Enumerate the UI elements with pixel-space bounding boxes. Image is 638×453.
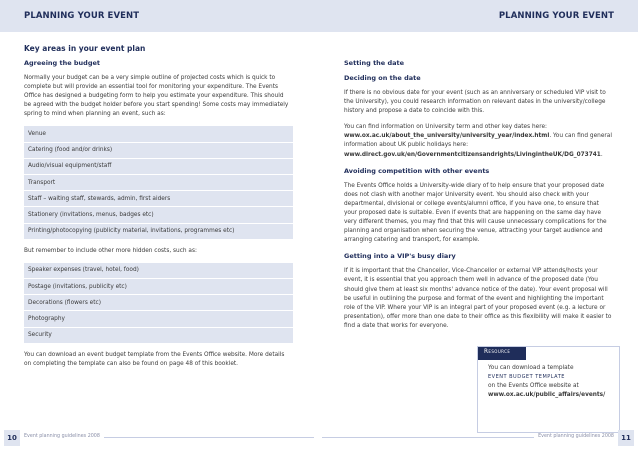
key-dates-suffix: . xyxy=(600,151,603,158)
key-dates-text xyxy=(344,123,612,159)
left-column xyxy=(24,59,292,376)
cost-cell: Venue xyxy=(24,126,293,142)
right-footer-text: Event planning guidelines 2008 xyxy=(538,434,614,439)
cost-cell: Catering (food and/or drinks) xyxy=(24,142,293,158)
left-page-number: 10 xyxy=(4,430,20,446)
cost-cell: Security xyxy=(24,327,293,343)
table-row xyxy=(24,279,293,295)
cost-cell: Speaker expenses (travel, hotel, food) xyxy=(24,263,293,279)
deciding-date-subheading: Deciding on the date xyxy=(344,74,421,82)
term-dates-link[interactable]: www.ox.ac.uk/about_the_university/university_year/index.html xyxy=(344,133,550,140)
budget-intro: Normally your budget can be a very simple outline of projected costs which is quick to complete but will provide an essential tool for monitoring your expenditure. The Events Office has designed a budgeting form to help you estimate your expenditure. This should be agreed with the budget holder before you start spending! Some costs may immediately spring to mind when planning an event, such as: xyxy=(24,75,289,118)
vip-subheading: Getting into a VIP's busy diary xyxy=(344,252,456,261)
cost-cell: Decorations (flowers etc) xyxy=(24,295,293,311)
left-page-title: PLANNING YOUR EVENT xyxy=(24,11,140,21)
cost-cell: Audio/visual equipment/staff xyxy=(24,158,293,174)
table-row xyxy=(24,126,293,142)
key-dates-middle: . You can find general information about UK public holidays here: xyxy=(344,133,612,149)
resource-label: Resource xyxy=(484,349,511,355)
right-footer-rule xyxy=(322,437,534,438)
resource-template-name: EVENT BUDGET TEMPLATE xyxy=(488,374,565,380)
right-page-title: PLANNING YOUR EVENT xyxy=(498,11,614,21)
resource-box xyxy=(477,346,620,433)
deciding-date-text: If there is no obvious date for your event (such as an anniversary or scheduled VIP visit to the University), you could research information on relevant dates in the university/college history and propose a date to coincide with this. xyxy=(344,90,606,115)
key-dates-prefix: You can find information on University term and other key dates here: xyxy=(344,124,547,131)
table-row xyxy=(24,207,293,223)
left-footer-text: Event planning guidelines 2008 xyxy=(24,434,100,439)
table-row xyxy=(24,263,293,279)
section-heading: Key areas in your event plan xyxy=(24,44,146,53)
budget-subheading: Agreeing the budget xyxy=(24,59,100,67)
download-text: You can download an event budget template from the Events Office website. More details on completing the template can also be found on page 48 of this booklet. xyxy=(24,351,285,367)
resource-body xyxy=(488,364,614,400)
table-row xyxy=(24,142,293,158)
left-footer-rule xyxy=(104,437,314,438)
resource-line: You can download a template xyxy=(488,365,574,371)
public-holidays-link[interactable]: www.direct.gov.uk/en/Governmentcitizensandrights/LivingintheUK/DG_073741 xyxy=(344,151,601,158)
cost-cell: Transport xyxy=(24,175,293,191)
table-row xyxy=(24,327,293,343)
cost-table xyxy=(24,126,293,239)
hidden-cost-table xyxy=(24,263,293,344)
table-row xyxy=(24,223,293,239)
resource-link[interactable]: www.ox.ac.uk/public_affairs/events/ xyxy=(488,392,606,398)
cost-cell: Printing/photocopying (publicity material, invitations, programmes etc) xyxy=(24,223,293,239)
competition-text: The Events Office holds a University-wide diary of to help ensure that your proposed date does not clash with another major University event. You should also check with your departmental, divisional or college events/alumni office, if you have one, to ensure that your proposed date is suitable. Even if events that are happening on the same day have very different themes, you may find that this will cause unnecessary complications for the planning and organisation when securing the venue, attracting your target audience and arranging catering and transport, for example. xyxy=(344,182,607,244)
competition-subheading: Avoiding competition with other events xyxy=(344,166,490,175)
table-row xyxy=(24,295,293,311)
table-row xyxy=(24,158,293,174)
table-row xyxy=(24,191,293,207)
right-page-number: 11 xyxy=(618,430,634,446)
table-row xyxy=(24,175,293,191)
cost-cell: Staff – waiting staff, stewards, admin, first aiders xyxy=(24,191,293,207)
cost-cell: Postage (invitations, publicity etc) xyxy=(24,279,293,295)
cost-cell: Photography xyxy=(24,311,293,327)
hidden-costs-intro: But remember to include other more hidden costs, such as: xyxy=(24,247,197,254)
vip-text: If it is important that the Chancellor, Vice-Chancellor or external VIP attends/hosts your event, it is essential that you approach them well in advance of the proposed date (You should give them at least six months' advance notice of the date). Your event proposal will be useful in outlining the purpose and format of the event and highlighting the important role of the VIP. Where your VIP is an integral part of your proposed event (e.g. a lecture or presentation), offer more than one date to their office as this flexibility will make it easier to find a date that works for everyone. xyxy=(344,268,612,329)
cost-cell: Stationery (invitations, menus, badges etc) xyxy=(24,207,293,223)
setting-date-heading: Setting the date xyxy=(344,59,405,67)
resource-line: on the Events Office website at xyxy=(488,383,579,389)
resource-tag xyxy=(478,347,526,360)
page-header-band xyxy=(0,0,638,32)
right-column xyxy=(344,59,612,338)
table-row xyxy=(24,311,293,327)
